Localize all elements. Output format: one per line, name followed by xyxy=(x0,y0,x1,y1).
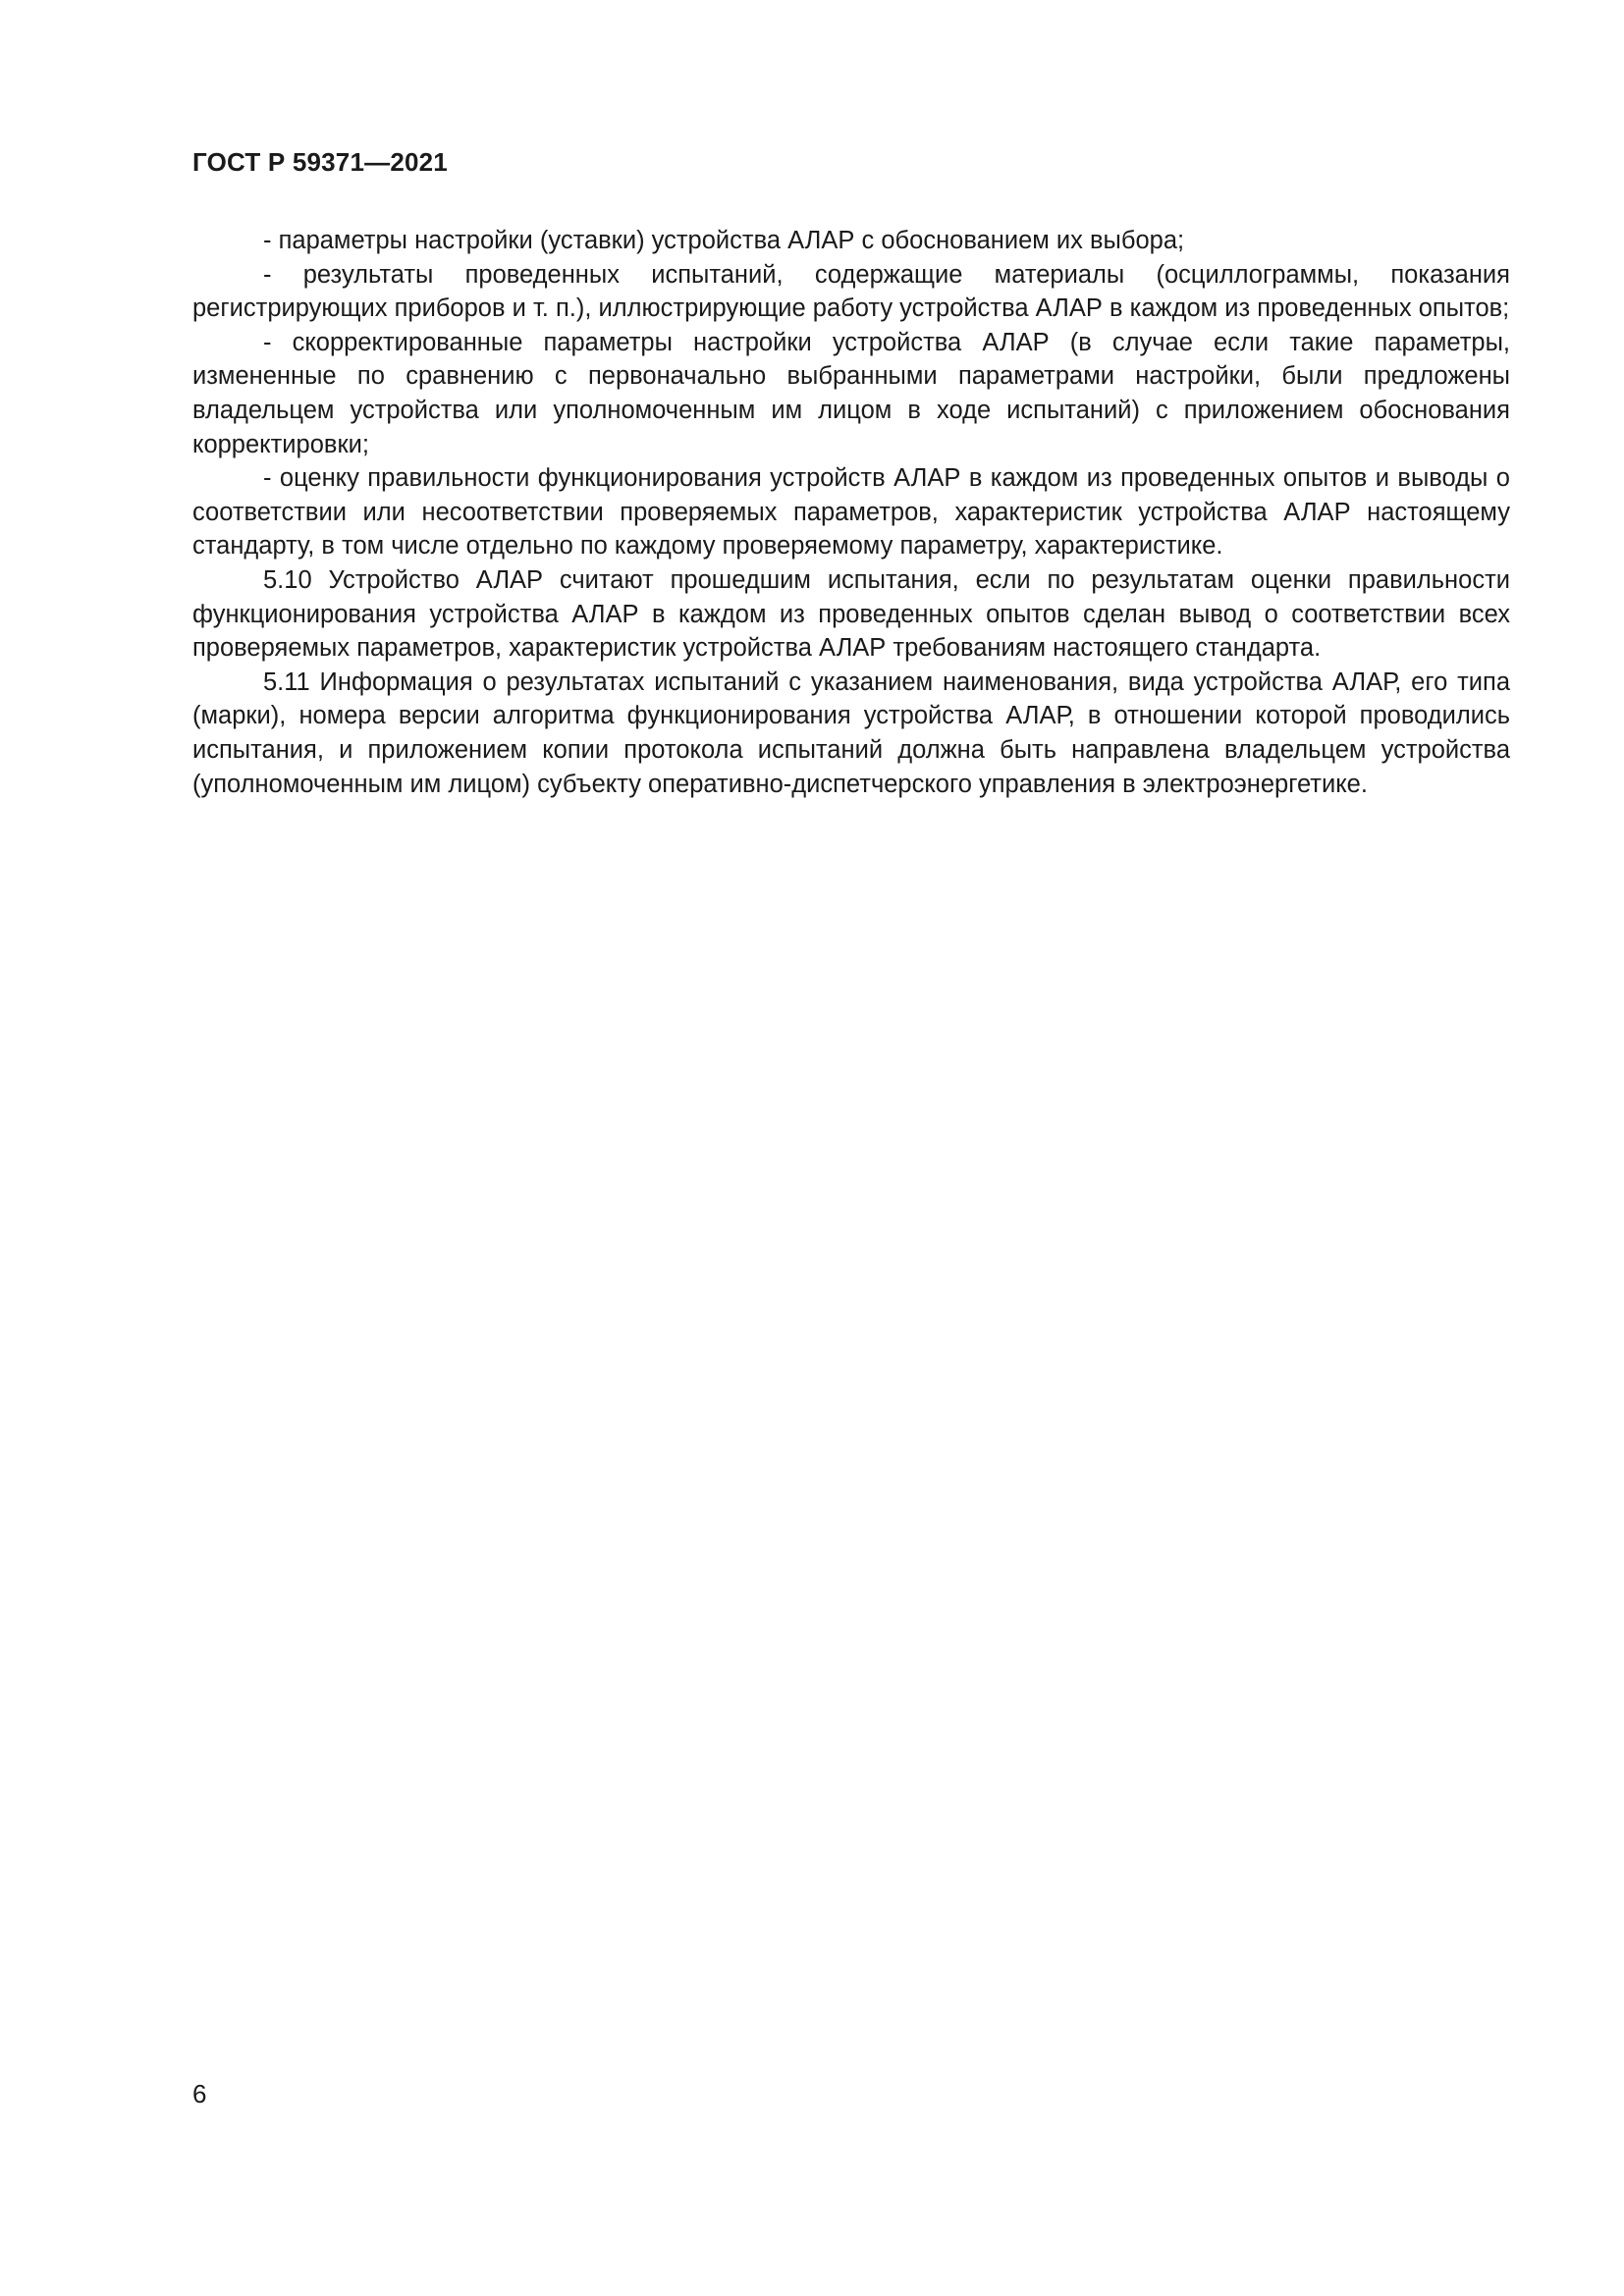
body-text xyxy=(192,224,1510,801)
paragraph-5-11: 5.11 Информация о результатах испытаний с указанием наименования, вида устройства АЛАР, его типа (марки), номера версии алгоритма функционирования устройства АЛАР, в отношении которой проводились испытания, и приложением копии протокола испытаний должна быть направлена владельцем устройства (уполномоченным им лицом) субъекту оперативно-диспетчерского управления в электроэнергетике. xyxy=(192,667,1510,798)
paragraph-5-10: 5.10 Устройство АЛАР считают прошедшим испытания, если по результатам оценки правильности функционирования устройства АЛАР в каждом из проведенных опытов сделан вывод о соответствии всех проверяемых параметров, характеристик устройства АЛАР требованиям настоящего стандарта. xyxy=(192,565,1510,663)
paragraph-test-results: - результаты проведенных испытаний, содержащие материалы (осциллограммы, показания регистрирующих приборов и т. п.), иллюстрирующие работу устройства АЛАР в каждом из проведенных опытов; xyxy=(192,260,1510,323)
document-header: ГОСТ Р 59371—2021 xyxy=(192,147,448,177)
paragraph-assessment: - оценку правильности функционирования устройств АЛАР в каждом из проведенных опытов и выводы о соответствии или несоответствии проверяемых параметров, характеристик устройства АЛАР настоящему стандарту, в том числе отдельно по каждому проверяемому параметру, характеристике. xyxy=(192,464,1510,561)
page-number: 6 xyxy=(192,2079,207,2109)
paragraph-corrected-settings: - скорректированные параметры настройки устройства АЛАР (в случае если такие параметры, измененные по сравнению с первоначально выбранными параметрами настройки, были предложены владельцем устройства или уполномоченным им лицом в ходе испытаний) с приложением обоснования корректировки; xyxy=(192,328,1510,458)
paragraph-settings: - параметры настройки (уставки) устройства АЛАР с обоснованием их выбора; xyxy=(263,227,1185,254)
